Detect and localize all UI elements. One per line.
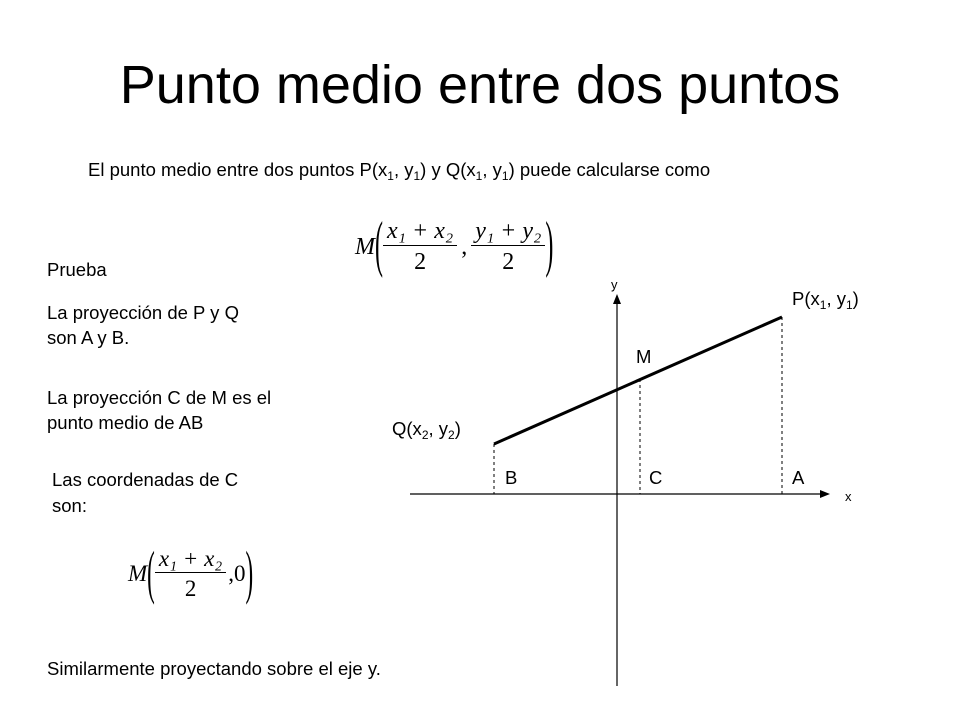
point-q-label: $Q(x_2$, $y_2$) [392, 418, 461, 442]
point-a-label: A [792, 467, 805, 488]
proof-footer: Similarmente proyectando sobre el eje y. [47, 658, 381, 679]
fraction-y: $\frac{\text{y₁ + y₂}}{2}$ [471, 218, 545, 276]
point-m-label: M [636, 346, 652, 367]
proof-heading: Prueba [47, 259, 107, 280]
point-p-label: $P(x_1$, $y_1$) [792, 288, 859, 312]
proof-line-2: son A y B. [47, 327, 130, 348]
intro-text: El punto medio entre dos puntos $P(x_1$, $y_1$) y $Q(x_1$, $y_1$) puede calcularse como [88, 159, 711, 183]
proof-line-6: son: [52, 495, 87, 516]
proof-line-5: Las coordenadas de C [52, 469, 239, 490]
point-b-label: B [505, 467, 518, 488]
y-axis-label: y [611, 277, 618, 292]
y-axis-arrow [613, 294, 621, 304]
proof-line-4: punto medio de AB [47, 412, 204, 433]
midpoint-formula: M ( $\frac{\text{x₁ + x₂}}{2}$ , $\frac{\text{y₁ + y₂}}{2}$ ) [355, 211, 554, 280]
x-axis-label: x [845, 489, 852, 504]
page-title: Punto medio entre dos puntos [119, 55, 841, 115]
fraction-x: $\frac{\text{x₁ + x₂}}{2}$ [383, 218, 457, 276]
segment-pq [494, 317, 782, 444]
c-coordinates-formula: M ( $\frac{\text{x₁ + x₂}}{2}$ ,0 ) [128, 540, 254, 606]
point-c-label: C [649, 467, 663, 488]
x-axis-arrow [820, 490, 830, 498]
proof-line-1: La proyección de P y Q [47, 302, 239, 323]
fraction-c: $\frac{\text{x₁ + x₂}}{2}$ [155, 546, 226, 602]
proof-line-3: La proyección C de M es el [47, 387, 272, 408]
